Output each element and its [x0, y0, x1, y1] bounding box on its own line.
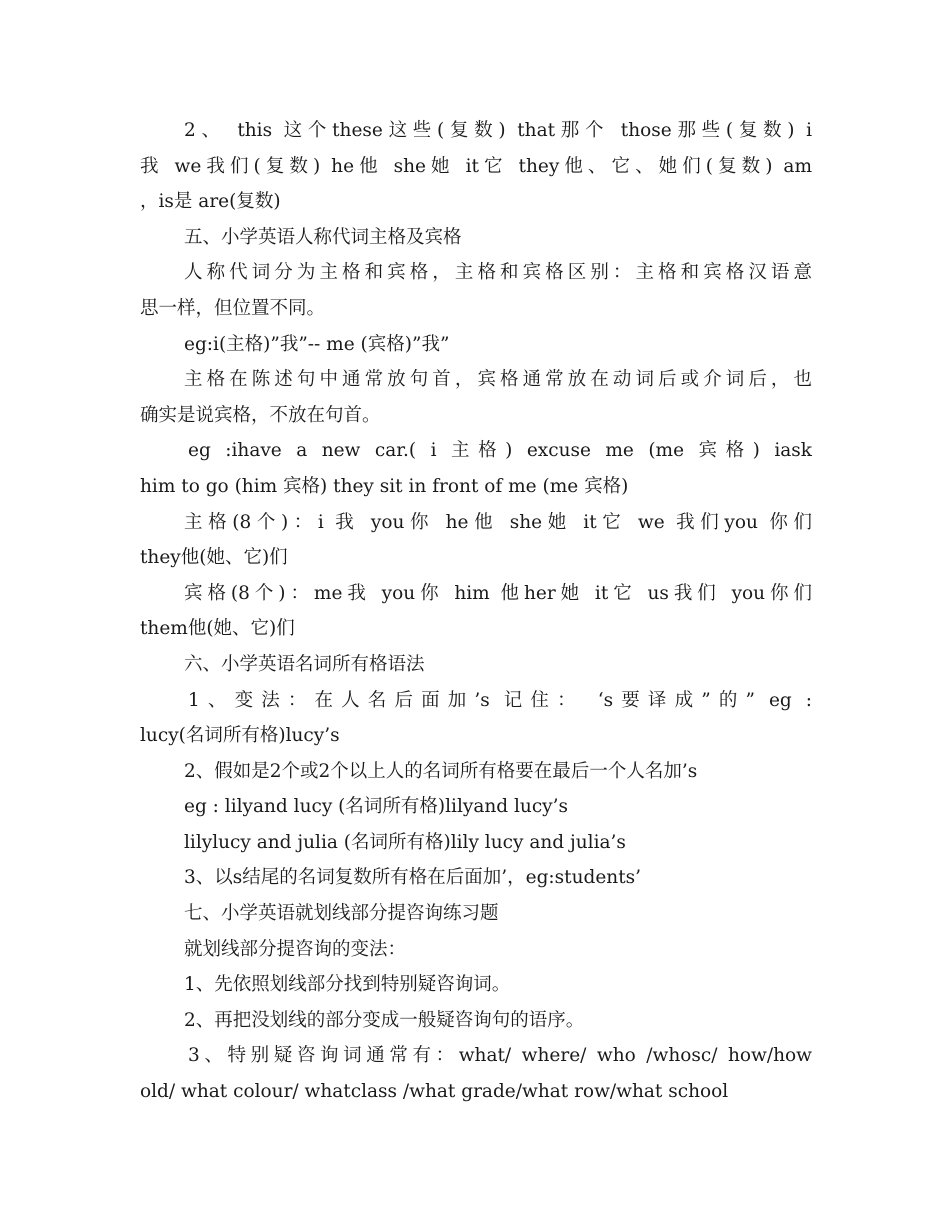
text-line: lucy(名词所有格)lucy’s — [140, 725, 340, 747]
text-line: 思一样，但位置不同。 — [140, 297, 326, 319]
text-line: 宾格(8个)：me我 you你 him 他her她 it它 us我们 you你们 — [184, 582, 812, 604]
text-line: lilylucy and julia (名词所有格)lily lucy and julia’s — [184, 831, 626, 853]
text-line: 3、以s结尾的名词复数所有格在后面加’，eg:students’ — [184, 867, 642, 889]
text-line: ，is是 are(复数) — [140, 191, 281, 213]
section-heading: 五、小学英语人称代词主格及宾格 — [184, 226, 462, 248]
text-line: 1、变法：在人名后面加’s 记住： ‘s要译成”的” eg : — [188, 689, 812, 711]
text-line: him to go (him 宾格) they sit in front of me (me 宾格) — [140, 475, 629, 497]
text-line: 3、特别疑咨询词通常有：what/ where/ who /whosc/ how/how — [188, 1045, 812, 1067]
text-line: 2、假如是2个或2个以上人的名词所有格要在最后一个人名加’s — [184, 760, 698, 782]
text-line: them他(她、它)们 — [140, 618, 295, 640]
text-line: 主格在陈述句中通常放句首，宾格通常放在动词后或介词后，也 — [184, 369, 812, 391]
section-heading: 七、小学英语就划线部分提咨询练习题 — [184, 903, 499, 925]
text-line: 确实是说宾格，不放在句首。 — [140, 404, 381, 426]
text-line: 我 we我们(复数) he他 she她 it它 they他、它、她们(复数) am — [140, 155, 812, 177]
text-line: eg:i(主格)”我”-- me (宾格)”我” — [184, 333, 450, 355]
text-line: eg : lilyand lucy (名词所有格)lilyand lucy’s — [184, 796, 569, 818]
text-line: 人称代词分为主格和宾格，主格和宾格区别：主格和宾格汉语意 — [184, 262, 812, 284]
text-line: 主格(8个)：i 我 you你 he他 she她 it它 we 我们you 你们 — [184, 511, 812, 533]
text-line: 2、 this 这个these这些(复数) that那个 those那些(复数) i — [184, 120, 812, 141]
text-line: 就划线部分提咨询的变法： — [184, 938, 407, 960]
text-line: old/ what colour/ whatclass /what grade/what row/what school — [140, 1081, 729, 1103]
text-line: 1、先依照划线部分找到特别疑咨询词。 — [184, 974, 511, 996]
text-line: 2、再把没划线的部分变成一般疑咨询句的语序。 — [184, 1009, 585, 1031]
document-body — [140, 113, 812, 1110]
text-line: they他(她、它)们 — [140, 547, 288, 569]
section-heading: 六、小学英语名词所有格语法 — [184, 653, 425, 675]
text-line: eg :ihave a new car.( i 主格) excuse me (me 宾格) iask — [188, 440, 812, 462]
